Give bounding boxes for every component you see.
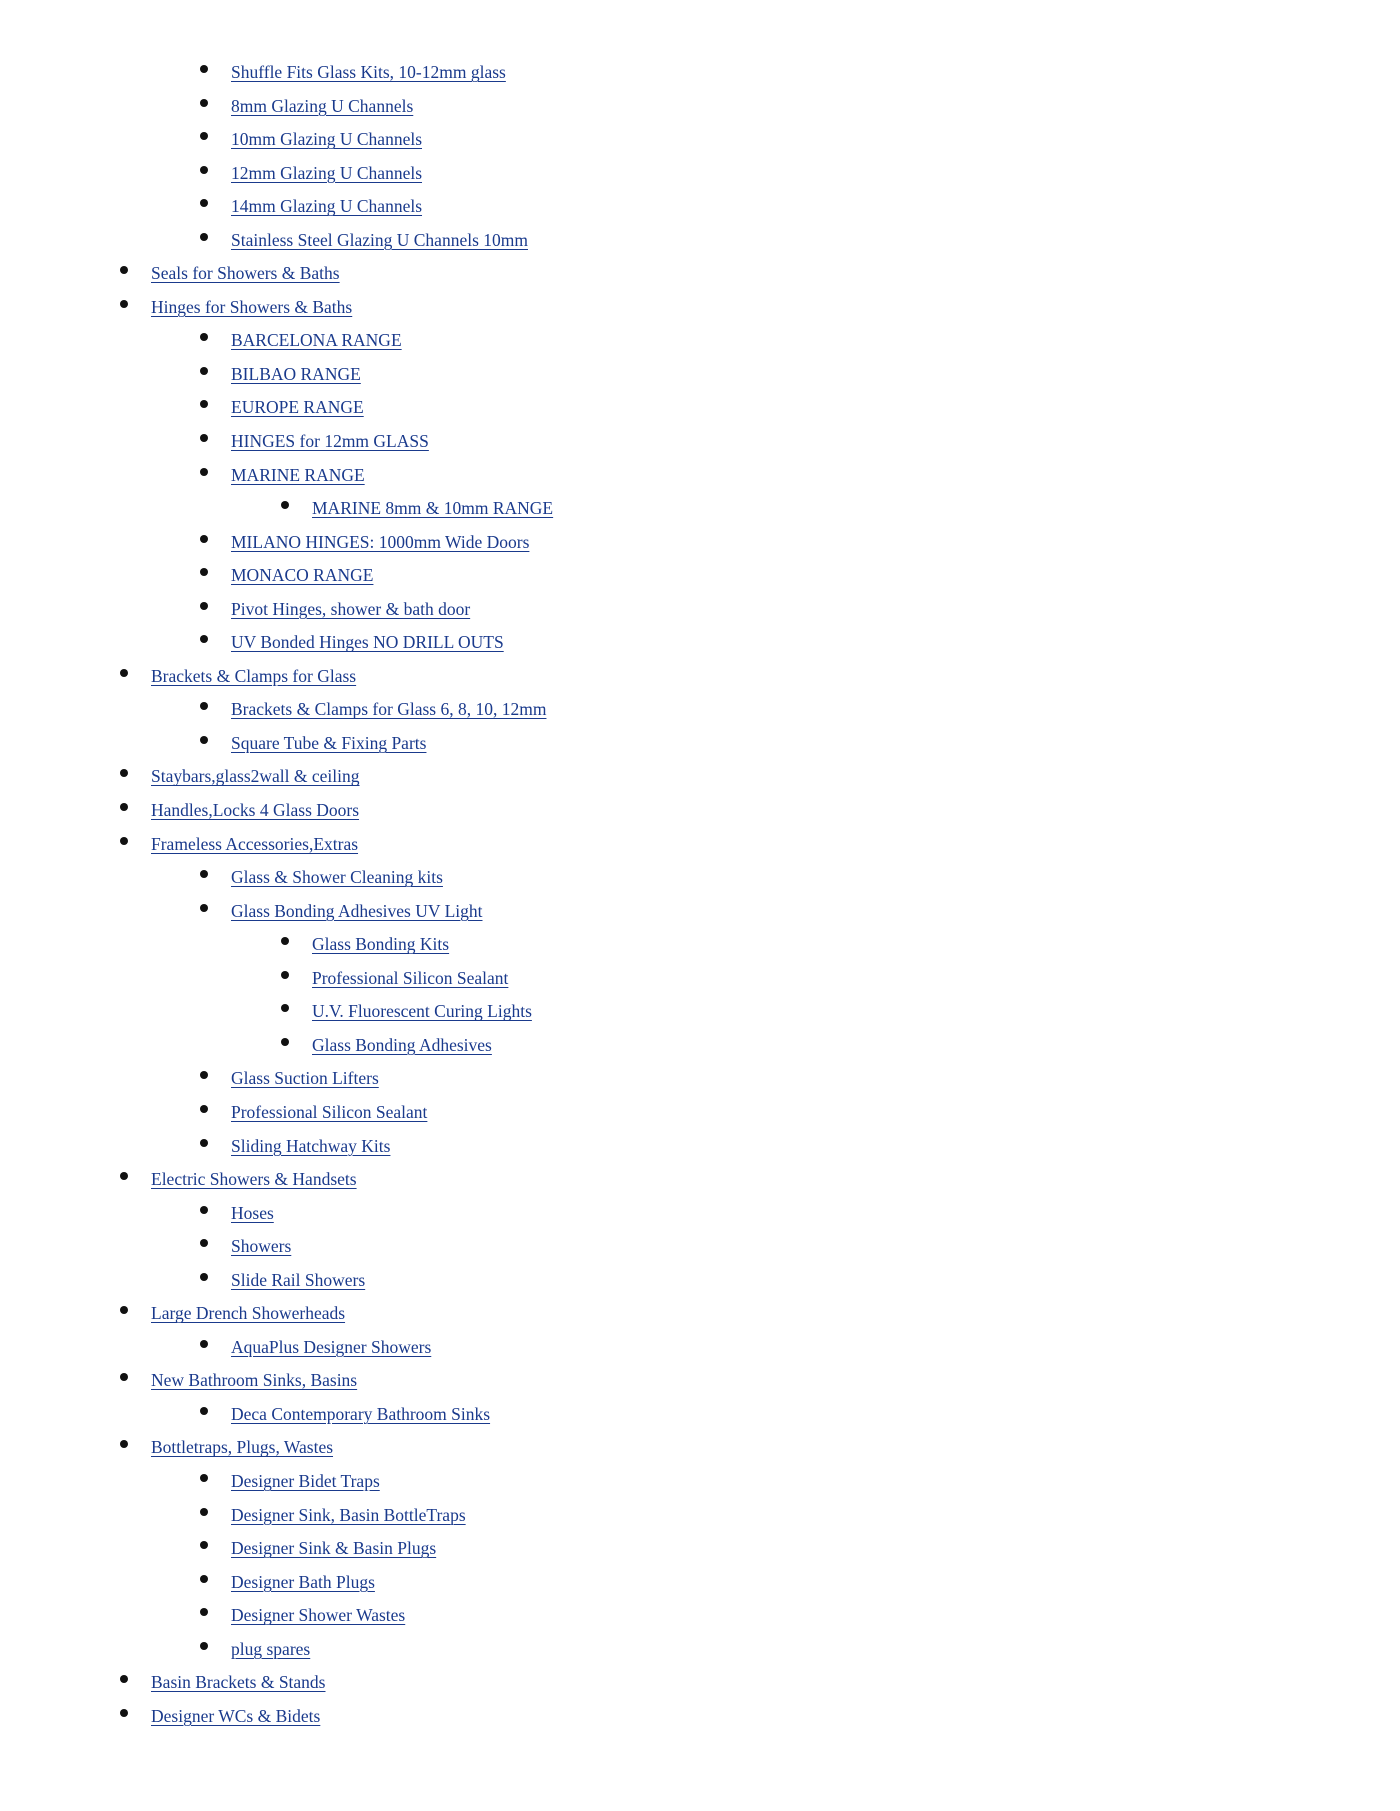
menu-item-link[interactable]: 12mm Glazing U Channels [231,162,423,183]
menu-item-link[interactable]: 10mm Glazing U Channels [231,129,423,150]
menu-item-link[interactable]: Sliding Hatchway Kits [231,1135,391,1156]
menu-item-link[interactable]: Glass Bonding Adhesives UV Light [231,900,483,921]
bullet-icon [120,1440,128,1448]
bullet-icon [200,736,208,744]
bullet-icon [200,1541,208,1549]
bullet-icon [120,669,128,677]
menu-item-link[interactable]: Brackets & Clamps for Glass [151,665,357,686]
bullet-icon [200,602,208,610]
bullet-icon [200,400,208,408]
menu-item-link[interactable]: Basin Brackets & Stands [151,1672,326,1693]
bullet-icon [200,1206,208,1214]
menu-item-link[interactable]: New Bathroom Sinks, Basins [151,1370,358,1391]
bullet-icon [281,501,289,509]
menu-item-link[interactable]: 8mm Glazing U Channels [231,95,414,116]
bullet-icon [200,65,208,73]
bullet-icon [120,1172,128,1180]
menu-item-link[interactable]: Glass Bonding Kits [312,934,450,955]
bullet-icon [200,99,208,107]
bullet-icon [200,568,208,576]
bullet-icon [200,870,208,878]
menu-item-link[interactable]: MARINE 8mm & 10mm RANGE [312,498,554,519]
bullet-icon [200,1139,208,1147]
menu-item-link[interactable]: HINGES for 12mm GLASS [231,431,429,452]
menu-item-link[interactable]: U.V. Fluorescent Curing Lights [312,1001,532,1022]
menu-item-link[interactable]: Designer Shower Wastes [231,1605,406,1626]
menu-item-link[interactable]: AquaPlus Designer Showers [231,1336,432,1357]
menu-item-link[interactable]: BILBAO RANGE [231,363,361,384]
bullet-icon [200,1273,208,1281]
menu-item-link[interactable]: plug spares [231,1638,311,1659]
bullet-icon [281,937,289,945]
menu-item-link[interactable]: Glass Bonding Adhesives [312,1034,492,1055]
menu-item-link[interactable]: Electric Showers & Handsets [151,1169,357,1190]
menu-item-link[interactable]: Frameless Accessories,Extras [151,833,359,854]
bullet-icon [200,904,208,912]
bullet-icon [200,233,208,241]
bullet-icon [200,635,208,643]
menu-item-link[interactable]: Designer WCs & Bidets [151,1705,321,1726]
bullet-icon [200,333,208,341]
menu-item-link[interactable]: Designer Bidet Traps [231,1470,380,1491]
bullet-icon [200,1407,208,1415]
menu-item-link[interactable]: MARINE RANGE [231,464,365,485]
bullet-icon [200,1508,208,1516]
menu-item-link[interactable]: Square Tube & Fixing Parts [231,732,427,753]
menu-item-link[interactable]: Designer Sink, Basin BottleTraps [231,1504,466,1525]
bullet-icon [200,199,208,207]
bullet-icon [200,1340,208,1348]
bullet-icon [120,1675,128,1683]
bullet-icon [200,166,208,174]
menu-item-link[interactable]: Shuffle Fits Glass Kits, 10-12mm glass [231,62,506,82]
menu-item-link[interactable]: Professional Silicon Sealant [312,967,509,988]
menu-item-link[interactable]: UV Bonded Hinges NO DRILL OUTS [231,632,504,653]
menu-item-link[interactable]: Large Drench Showerheads [151,1303,346,1324]
menu-item-link[interactable]: Designer Bath Plugs [231,1571,375,1592]
bullet-icon [200,535,208,543]
menu-item-link[interactable]: 14mm Glazing U Channels [231,196,423,217]
menu-item-link[interactable]: Deca Contemporary Bathroom Sinks [231,1403,491,1424]
menu-item-link[interactable]: Handles,Locks 4 Glass Doors [151,800,360,821]
menu-item-link[interactable]: Staybars,glass2wall & ceiling [151,766,360,787]
bullet-icon [200,1474,208,1482]
menu-item-link[interactable]: MONACO RANGE [231,565,374,586]
bullet-icon [281,1004,289,1012]
menu-item-link[interactable]: Showers [231,1236,292,1257]
bullet-icon [200,1105,208,1113]
bullet-icon [120,837,128,845]
bullet-icon [200,132,208,140]
menu-item-link[interactable]: Professional Silicon Sealant [231,1101,428,1122]
bullet-icon [200,367,208,375]
bullet-icon [200,1071,208,1079]
menu-item-link[interactable]: MILANO HINGES: 1000mm Wide Doors [231,531,530,552]
menu-item-link[interactable]: Brackets & Clamps for Glass 6, 8, 10, 12mm [231,699,547,720]
menu-item-link[interactable]: Glass Suction Lifters [231,1068,379,1089]
menu-item-link[interactable]: Glass & Shower Cleaning kits [231,867,443,888]
menu-item-link[interactable]: EUROPE RANGE [231,397,364,418]
bullet-icon [200,1608,208,1616]
bullet-icon [200,1239,208,1247]
menu-item-link[interactable]: Slide Rail Showers [231,1269,366,1290]
menu-item-link[interactable]: Seals for Showers & Baths [151,263,340,284]
menu-item-link[interactable]: Bottletraps, Plugs, Wastes [151,1437,334,1458]
bullet-icon [281,1038,289,1046]
bullet-icon [281,971,289,979]
menu-item-link[interactable]: BARCELONA RANGE [231,330,402,351]
bullet-icon [120,1373,128,1381]
bullet-icon [200,1642,208,1650]
bullet-icon [120,803,128,811]
menu-item-link[interactable]: Designer Sink & Basin Plugs [231,1538,437,1559]
bullet-icon [120,1709,128,1717]
bullet-icon [200,702,208,710]
bullet-icon [120,266,128,274]
bullet-icon [120,769,128,777]
bullet-icon [200,468,208,476]
bullet-icon [200,434,208,442]
menu-item-link[interactable]: Pivot Hinges, shower & bath door [231,598,471,619]
bullet-icon [200,1575,208,1583]
bullet-icon [120,1306,128,1314]
menu-item-link[interactable]: Hinges for Showers & Baths [151,296,353,317]
menu-item-link[interactable]: Hoses [231,1202,274,1223]
menu-item-link[interactable]: Stainless Steel Glazing U Channels 10mm [231,229,528,250]
bullet-icon [120,300,128,308]
